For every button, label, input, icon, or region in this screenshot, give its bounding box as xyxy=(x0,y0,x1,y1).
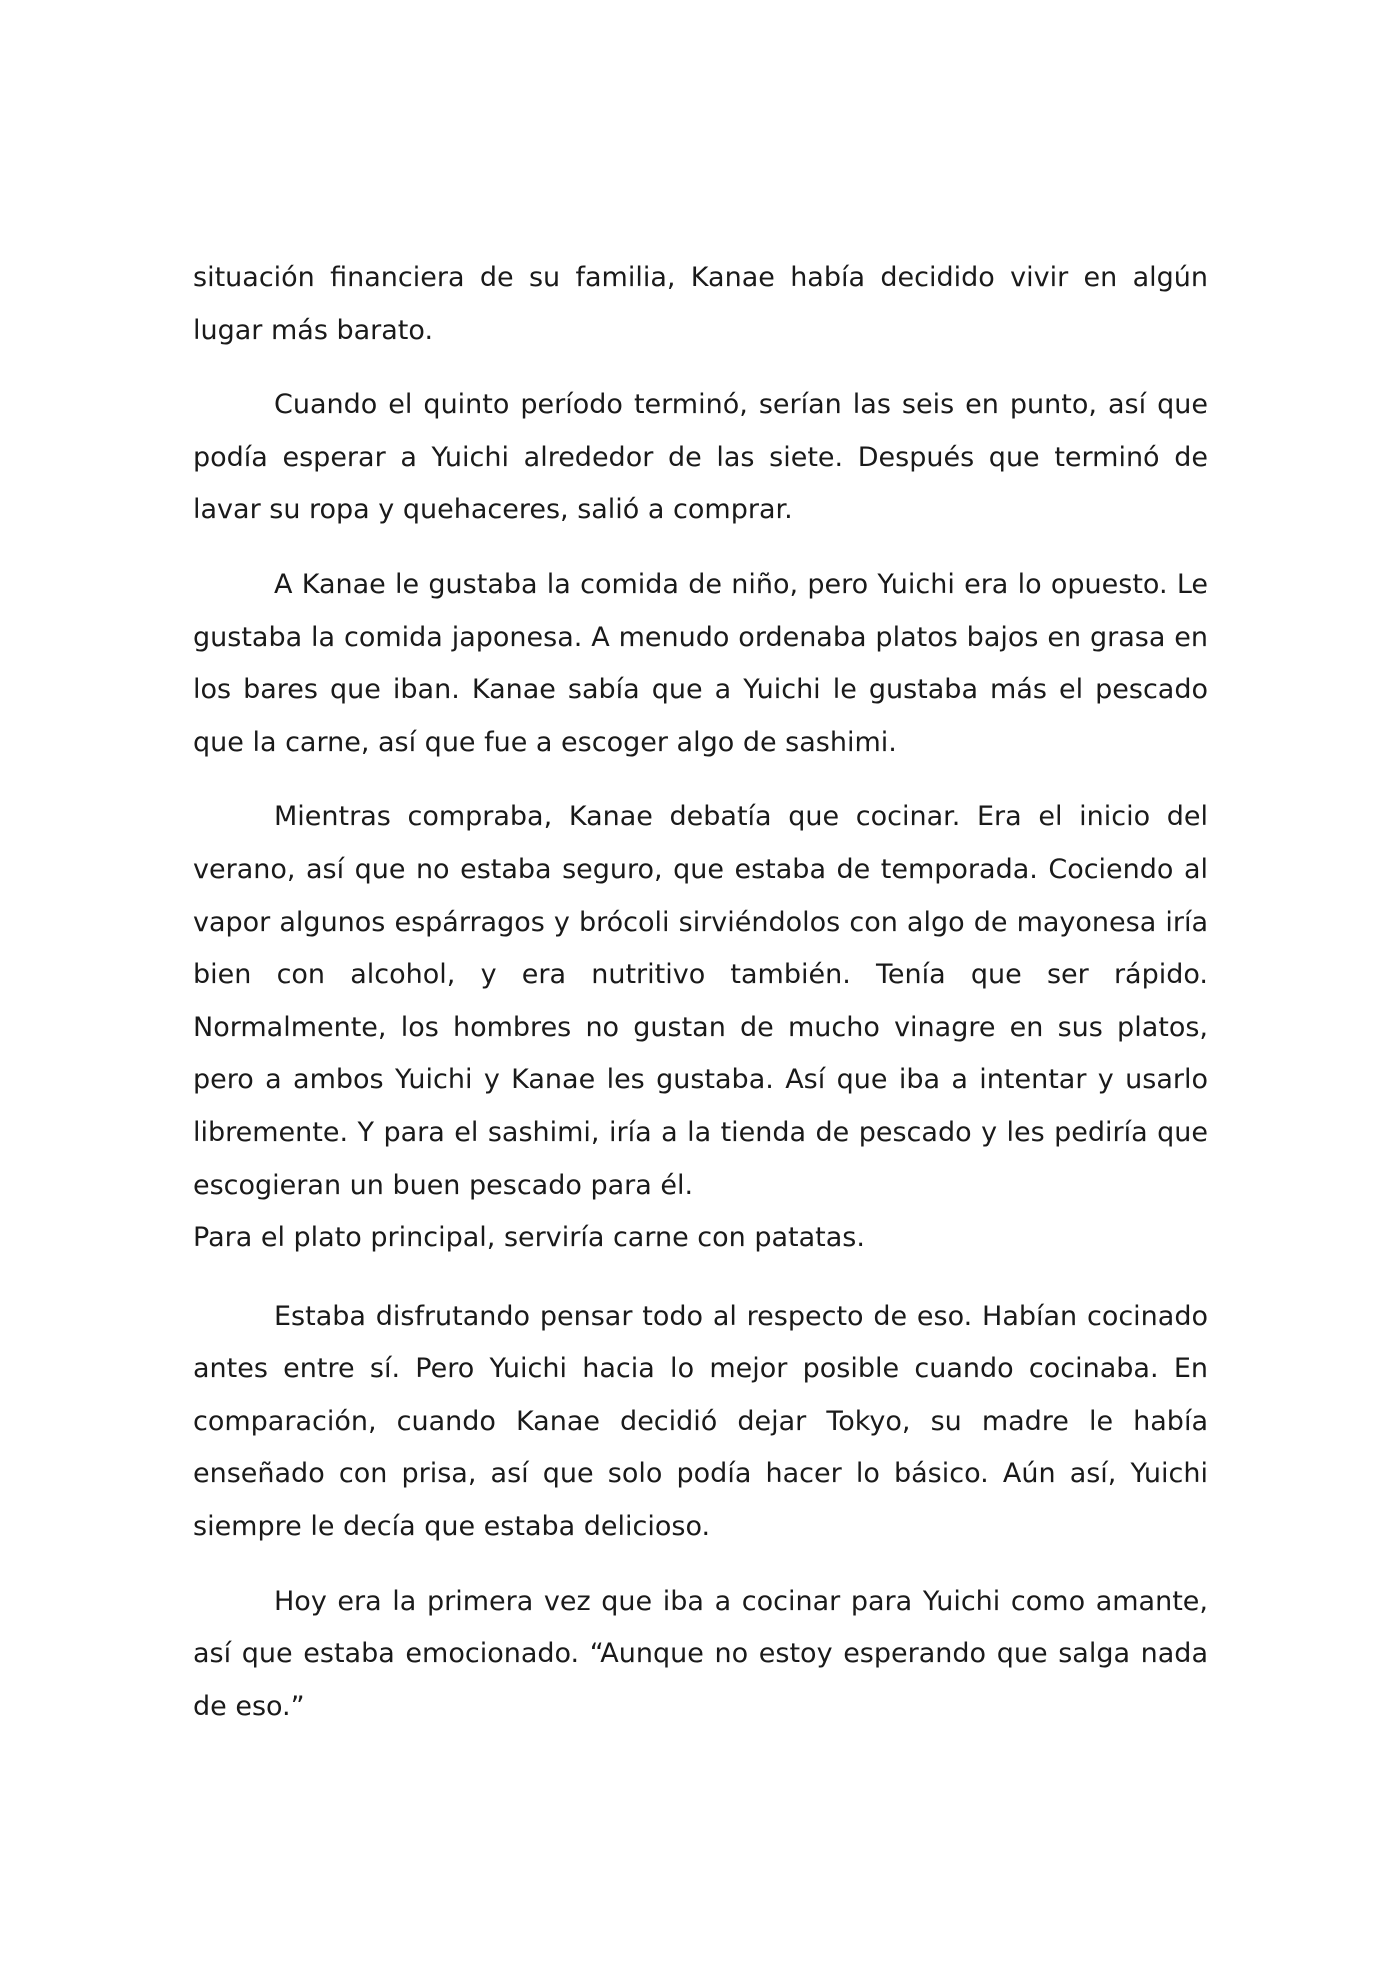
paragraph-2: Cuando el quinto período terminó, serían las seis en punto, así que podía esperar a Yuichi alrededor de las siete. Después que terminó de lavar su ropa y quehaceres, salió a comprar. xyxy=(193,389,1208,526)
paragraph-1: situación financiera de su familia, Kanae había decidido vivir en algún lugar más barato. xyxy=(193,262,1208,346)
paragraph-6: Estaba disfrutando pensar todo al respecto de eso. Habían cocinado antes entre sí. Pero Yuichi hacia lo mejor posible cuando cocinaba. En comparación, cuando Kanae decidió dejar Tokyo, su madre le había enseñado con prisa, así que solo podía hacer lo básico. Aún así, Yuichi siempre le decía que estaba delicioso. xyxy=(193,1300,1208,1543)
paragraph-5: Para el plato principal, serviría carne con patatas. xyxy=(193,1222,865,1254)
document-body xyxy=(193,252,1208,1755)
paragraph-7: Hoy era la primera vez que iba a cocinar para Yuichi como amante, así que estaba emocionado. “Aunque no estoy esperando que salga nada de eso.” xyxy=(193,1585,1208,1722)
paragraph-3: A Kanae le gustaba la comida de niño, pero Yuichi era lo opuesto. Le gustaba la comida japonesa. A menudo ordenaba platos bajos en grasa en los bares que iban. Kanae sabía que a Yuichi le gustaba más el pescado que la carne, así que fue a escoger algo de sashimi. xyxy=(193,568,1208,758)
paragraph-4: Mientras compraba, Kanae debatía que cocinar. Era el inicio del verano, así que no estaba seguro, que estaba de temporada. Cociendo al vapor algunos espárragos y brócoli sirviéndolos con algo de mayonesa iría bien con alcohol, y era nutritivo también. Tenía que ser rápido. Normalmente, los hombres no gustan de mucho vinagre en sus platos, pero a ambos Yuichi y Kanae les gustaba. Así que iba a intentar y usarlo libremente. Y para el sashimi, iría a la tienda de pescado y les pediría que escogieran un buen pescado para él. xyxy=(193,801,1208,1201)
